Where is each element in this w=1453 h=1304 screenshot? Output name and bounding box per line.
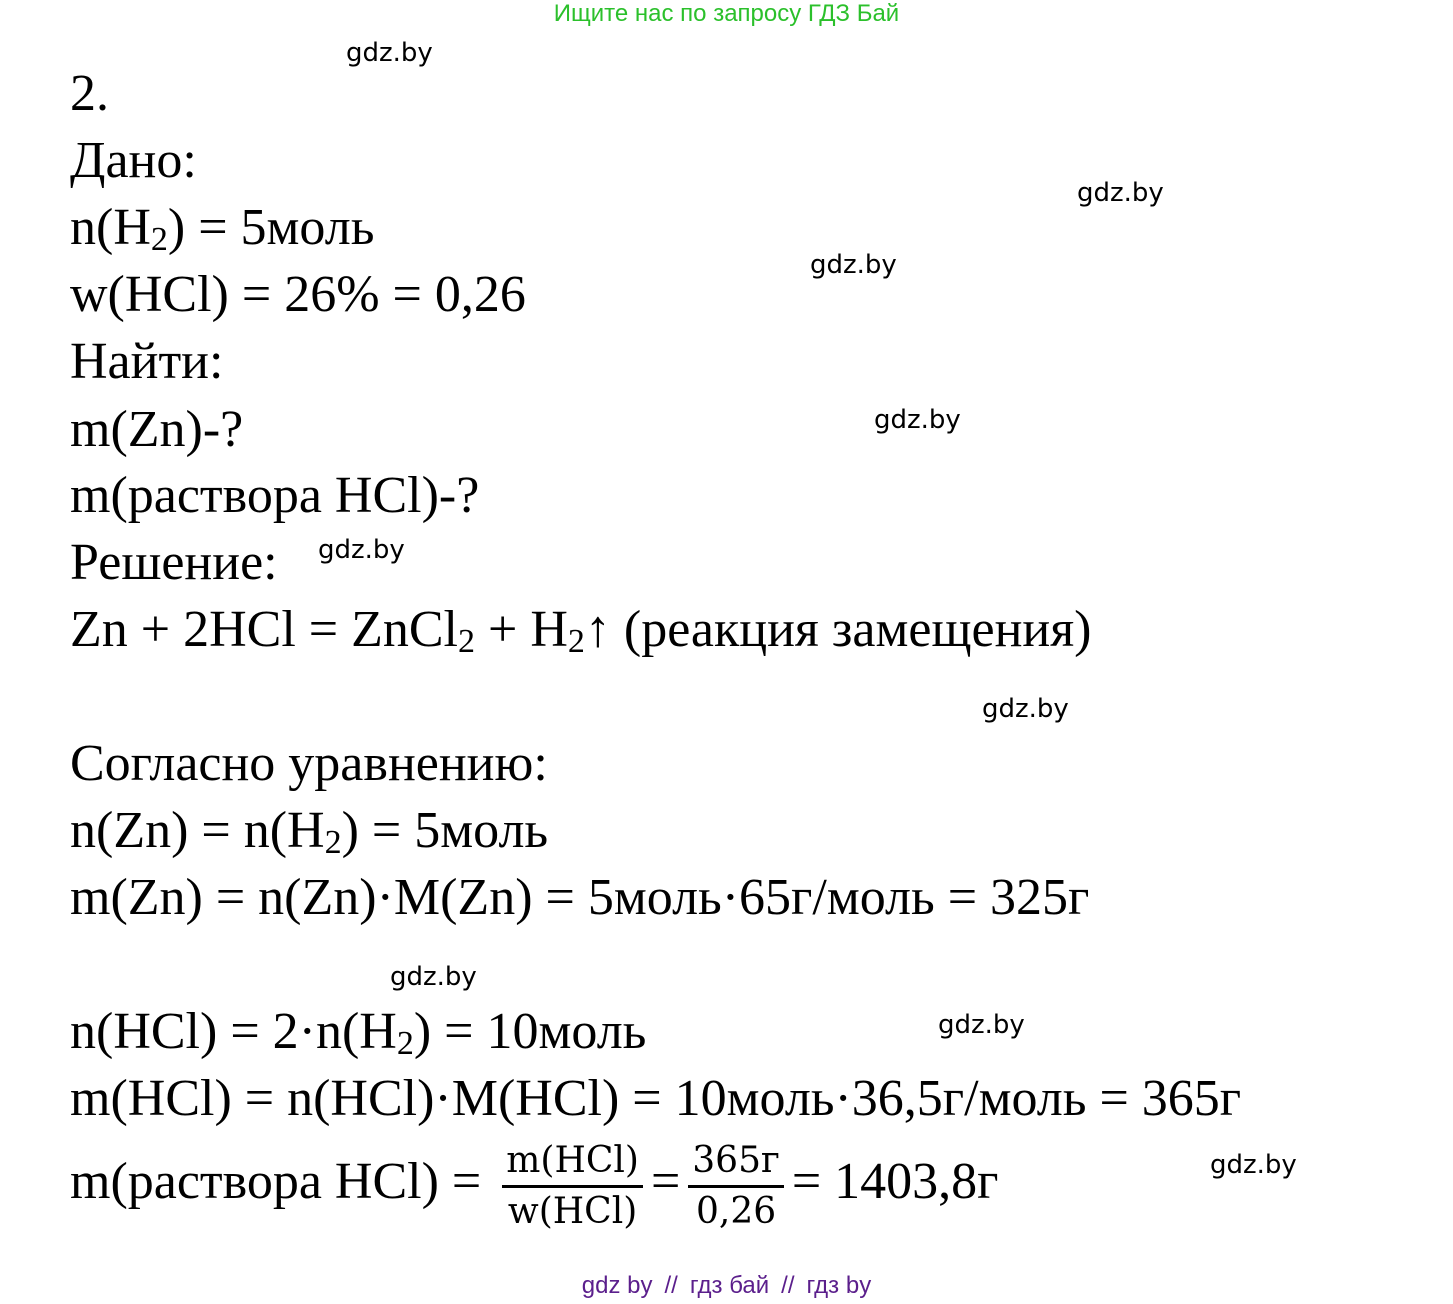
according-label: Согласно уравнению: bbox=[70, 735, 548, 792]
calc-n-zn-sub: 2 bbox=[324, 824, 342, 861]
watermark: gdz.by bbox=[810, 250, 897, 280]
given-w-hcl: w(HCl) = 26% = 0,26 bbox=[70, 266, 526, 323]
find-label: Найти: bbox=[70, 333, 224, 390]
calc-n-zn bbox=[70, 801, 548, 861]
given-n-h2-pre: n(H bbox=[70, 199, 151, 256]
calc-n-hcl-pre: n(HCl) = 2·n(H bbox=[70, 1003, 397, 1060]
footer-separator: // bbox=[781, 1272, 795, 1299]
fraction-formula-denominator: w(HCl) bbox=[507, 1190, 638, 1232]
footer-links bbox=[0, 1272, 1453, 1300]
calc-n-hcl bbox=[70, 1002, 646, 1062]
calc-m-solution bbox=[70, 1132, 999, 1234]
calc-n-zn-pre: n(Zn) = n(H bbox=[70, 802, 325, 859]
fraction-formula-numerator: m(HCl) bbox=[502, 1139, 643, 1188]
top-banner[interactable]: Ищите нас по запросу ГДЗ Бай bbox=[553, 0, 900, 27]
reaction-sub1: 2 bbox=[458, 623, 475, 660]
reaction-part1: Zn + 2HCl = ZnCl bbox=[70, 601, 458, 658]
reaction-equation bbox=[70, 600, 1091, 660]
footer-link-gdz-by-2[interactable]: гдз by bbox=[806, 1272, 872, 1299]
reaction-sub2: 2 bbox=[567, 623, 585, 660]
solution-label: Решение: bbox=[70, 534, 278, 591]
given-label: Дано: bbox=[70, 132, 197, 189]
watermark: gdz.by bbox=[346, 38, 433, 68]
fraction-values-numerator: 365г bbox=[688, 1139, 784, 1188]
watermark: gdz.by bbox=[1210, 1150, 1297, 1180]
footer-separator: // bbox=[664, 1272, 678, 1299]
calc-n-hcl-sub: 2 bbox=[396, 1025, 414, 1062]
calc-m-hcl: m(HCl) = n(HCl)·M(HCl) = 10моль·36,5г/моль = 365г bbox=[70, 1070, 1242, 1127]
calc-m-zn: m(Zn) = n(Zn)·M(Zn) = 5моль·65г/моль = 325г bbox=[70, 869, 1090, 926]
watermark: gdz.by bbox=[1077, 178, 1164, 208]
footer-link-gdz-by[interactable]: gdz by bbox=[581, 1272, 653, 1299]
reaction-part3: ↑ (реакция замещения) bbox=[584, 601, 1092, 658]
given-n-h2-sub: 2 bbox=[150, 221, 168, 258]
watermark: gdz.by bbox=[874, 405, 961, 435]
reaction-part2: + H bbox=[475, 601, 568, 658]
find-m-zn: m(Zn)-? bbox=[70, 401, 244, 458]
footer-link-gdz-bai[interactable]: гдз бай bbox=[689, 1272, 770, 1299]
problem-number: 2. bbox=[70, 65, 109, 122]
calc-n-zn-post: ) = 5моль bbox=[341, 802, 549, 859]
equals-sign: = bbox=[650, 1153, 681, 1210]
calc-m-solution-result: = 1403,8г bbox=[791, 1153, 999, 1210]
fraction-values-denominator: 0,26 bbox=[695, 1190, 777, 1232]
fraction-formula bbox=[502, 1139, 643, 1234]
fraction-values bbox=[688, 1139, 784, 1234]
find-m-solution: m(раствора HCl)-? bbox=[70, 467, 480, 524]
watermark: gdz.by bbox=[390, 962, 477, 992]
watermark: gdz.by bbox=[318, 535, 405, 565]
calc-m-solution-lhs: m(раствора HCl) = bbox=[70, 1153, 482, 1210]
calc-n-hcl-post: ) = 10моль bbox=[413, 1003, 647, 1060]
given-n-h2-post: ) = 5моль bbox=[167, 199, 375, 256]
watermark: gdz.by bbox=[982, 694, 1069, 724]
given-n-h2 bbox=[70, 198, 374, 258]
watermark: gdz.by bbox=[938, 1010, 1025, 1040]
